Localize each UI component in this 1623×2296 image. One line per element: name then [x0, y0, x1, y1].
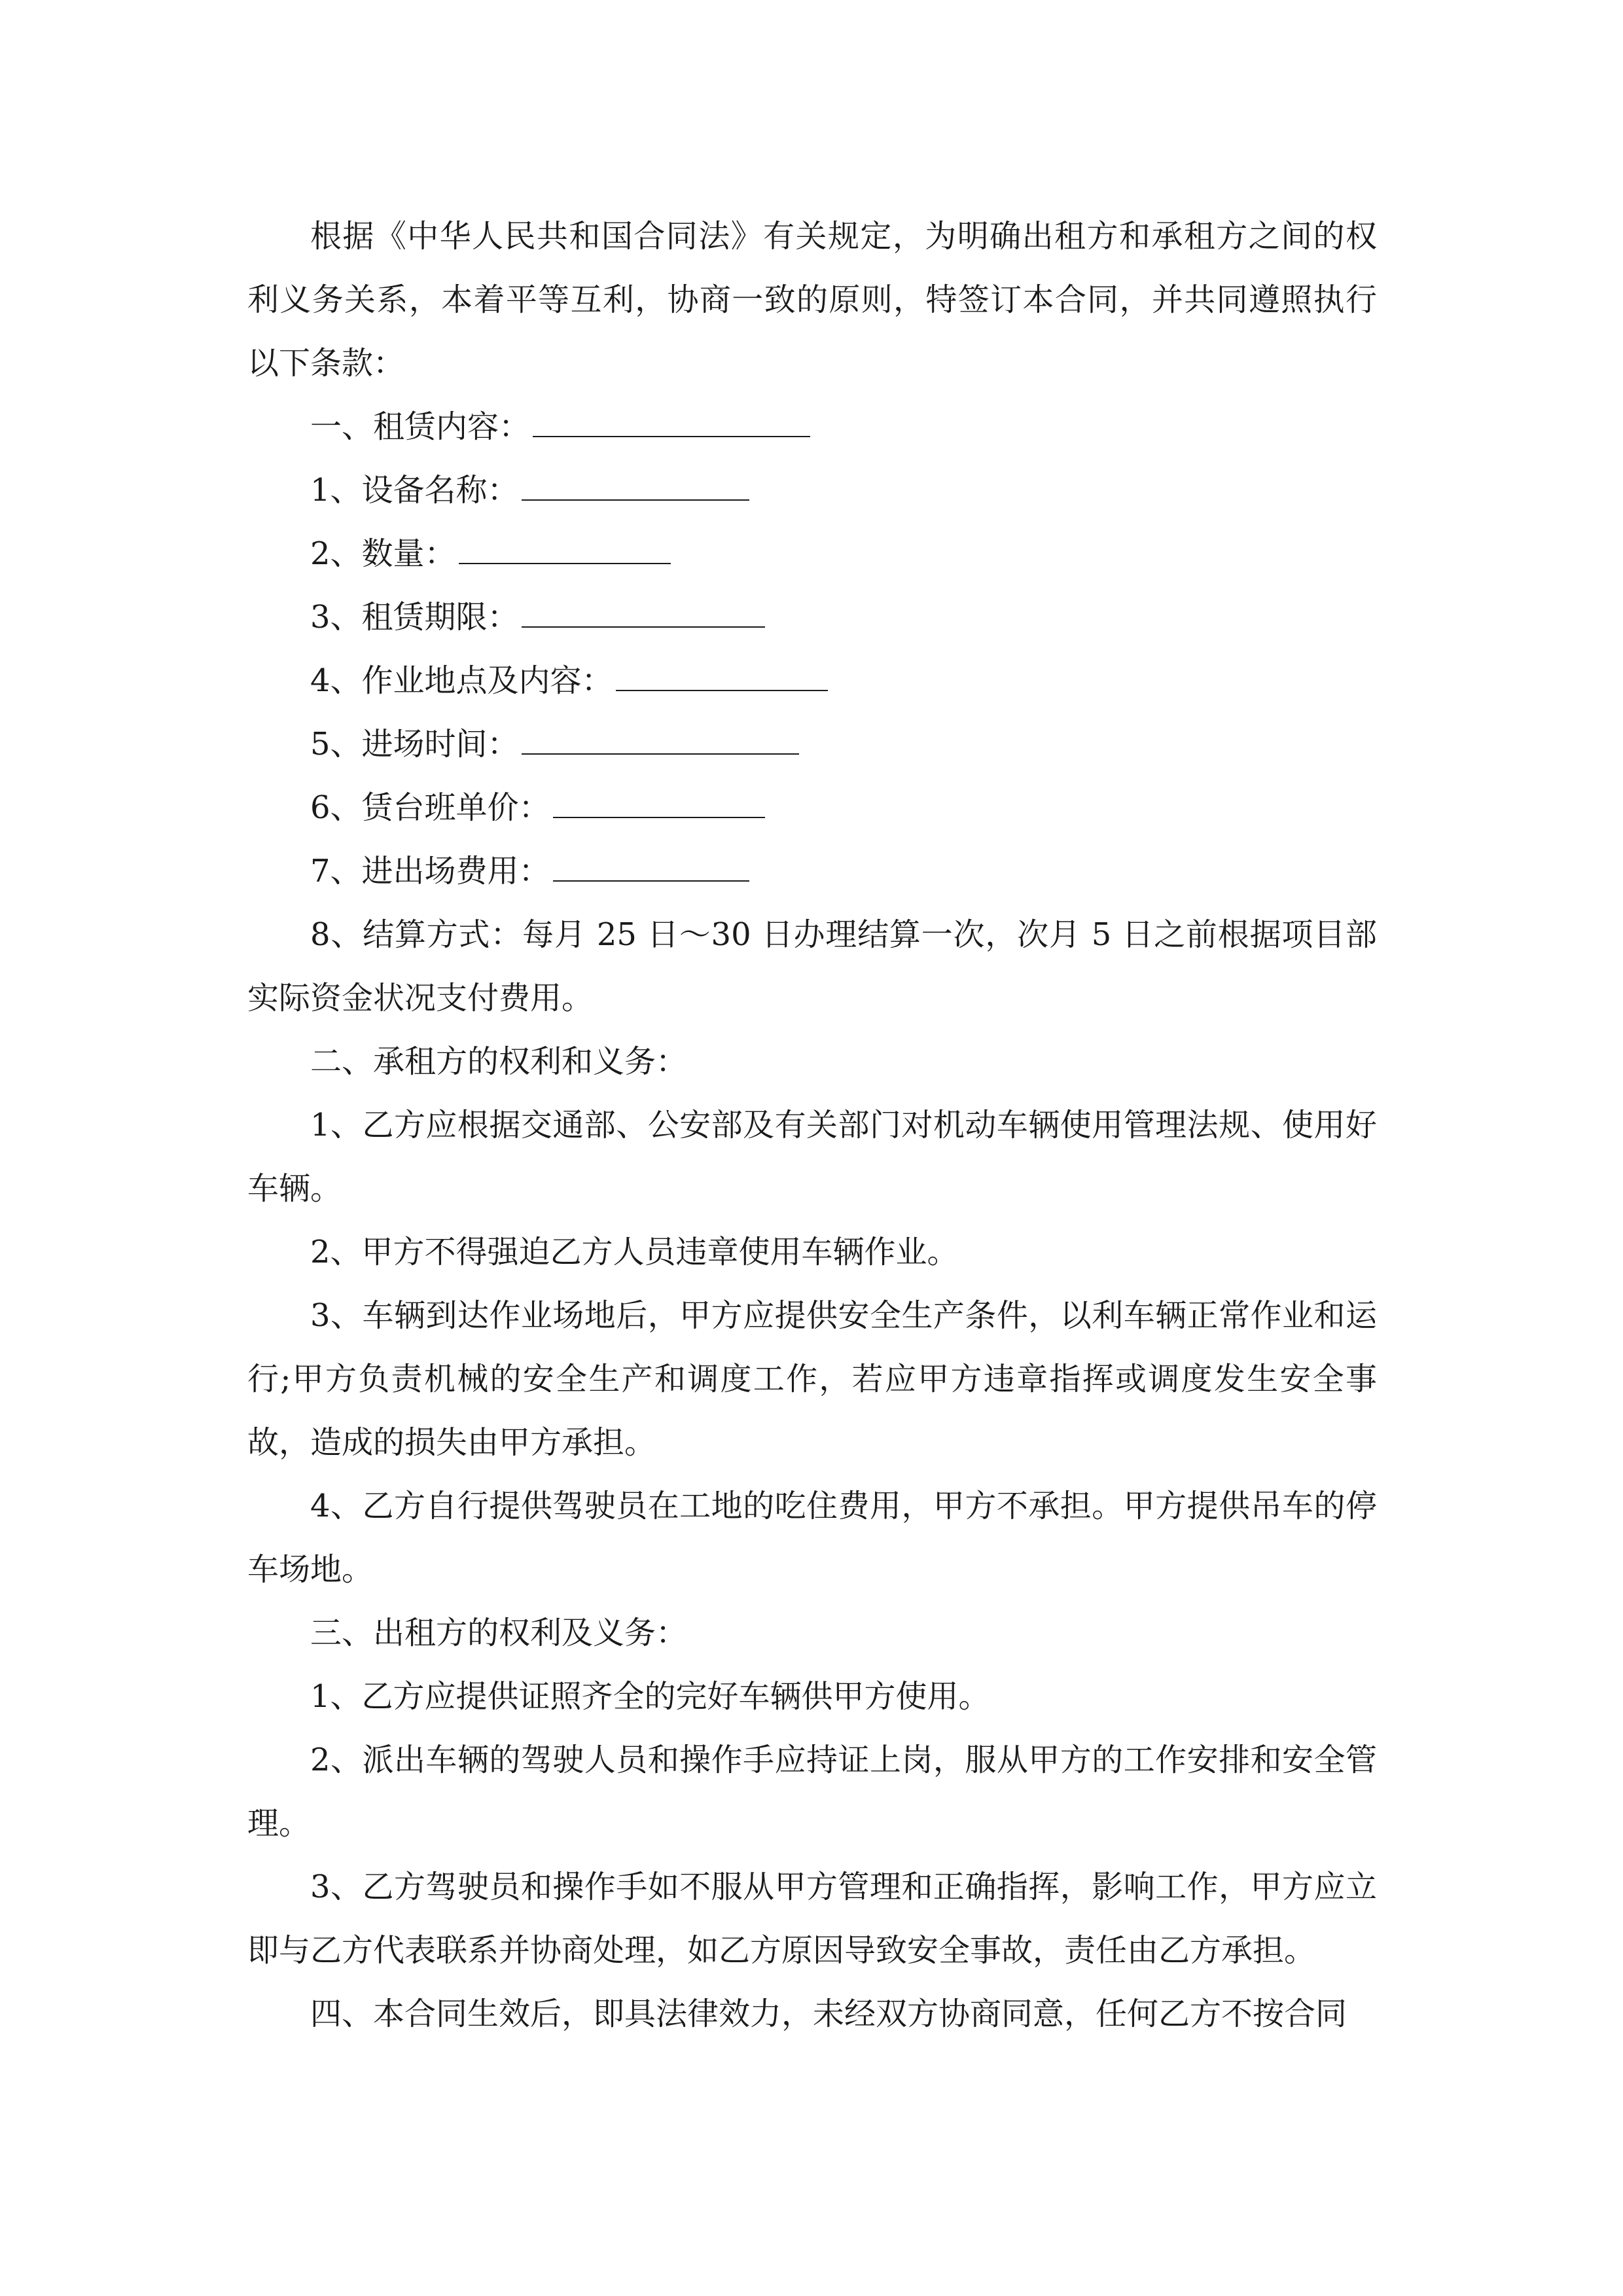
field-work-site [247, 649, 1377, 713]
field-label: 5、进场时间： [310, 726, 519, 762]
field-label: 7、进出场费用： [310, 853, 550, 889]
transport-fee-blank[interactable] [553, 854, 749, 882]
field-label: 3、租赁期限： [310, 599, 519, 636]
lease-content-blank[interactable] [533, 410, 810, 437]
entry-time-blank[interactable] [522, 727, 799, 755]
field-unit-price [247, 776, 1377, 840]
contract-body [247, 205, 1377, 2046]
quantity-blank[interactable] [459, 537, 671, 564]
section3-item: 1、乙方应提供证照齐全的完好车辆供甲方使用。 [310, 1678, 990, 1715]
field-quantity [247, 522, 1377, 586]
section2-item: 4、乙方自行提供驾驶员在工地的吃住费用，甲方不承担。甲方提供吊车的停车场地。 [247, 1488, 1377, 1588]
intro-paragraph: 根据《中华人民共和国合同法》有关规定，为明确出租方和承租方之间的权利义务关系，本着平等互利，协商一致的原则，特签订本合同，并共同遵照执行以下条款： [247, 218, 1377, 382]
section3-heading: 三、出租方的权利及义务： [310, 1615, 688, 1651]
section2-item: 2、甲方不得强迫乙方人员违章使用车辆作业。 [310, 1234, 959, 1270]
field-label: 1、设备名称： [310, 472, 519, 509]
section1-heading [247, 395, 1377, 459]
section2-item: 1、乙方应根据交通部、公安部及有关部门对机动车辆使用管理法规、使用好车辆。 [247, 1107, 1377, 1207]
settlement-clause: 8、结算方式：每月 25 日～30 日办理结算一次，次月 5 日之前根据项目部实际资金状况支付费用。 [247, 916, 1377, 1016]
section2-heading: 二、承租方的权利和义务： [310, 1043, 688, 1080]
field-transport-fee [247, 840, 1377, 903]
unit-price-blank[interactable] [553, 791, 765, 818]
field-label: 4、作业地点及内容： [310, 662, 613, 699]
field-equipment-name [247, 459, 1377, 522]
field-entry-time [247, 713, 1377, 776]
section3-item: 2、派出车辆的驾驶人员和操作手应持证上岗，服从甲方的工作安排和安全管理。 [247, 1742, 1377, 1842]
equipment-name-blank[interactable] [522, 473, 749, 501]
section4-paragraph: 四、本合同生效后，即具法律效力，未经双方协商同意，任何乙方不按合同 [310, 1996, 1347, 2032]
field-label: 2、数量： [310, 535, 456, 572]
section1-heading-label: 一、租赁内容： [310, 408, 531, 445]
lease-term-blank[interactable] [522, 600, 765, 628]
field-lease-term [247, 586, 1377, 649]
section2-item: 3、车辆到达作业场地后，甲方应提供安全生产条件，以利车辆正常作业和运行;甲方负责机械的安全生产和调度工作，若应甲方违章指挥或调度发生安全事故，造成的损失由甲方承担。 [247, 1297, 1377, 1461]
section3-item: 3、乙方驾驶员和操作手如不服从甲方管理和正确指挥，影响工作，甲方应立即与乙方代表联系并协商处理，如乙方原因导致安全事故，责任由乙方承担。 [247, 1869, 1377, 1969]
work-site-blank[interactable] [616, 664, 828, 691]
field-label: 6、赁台班单价： [310, 789, 550, 826]
